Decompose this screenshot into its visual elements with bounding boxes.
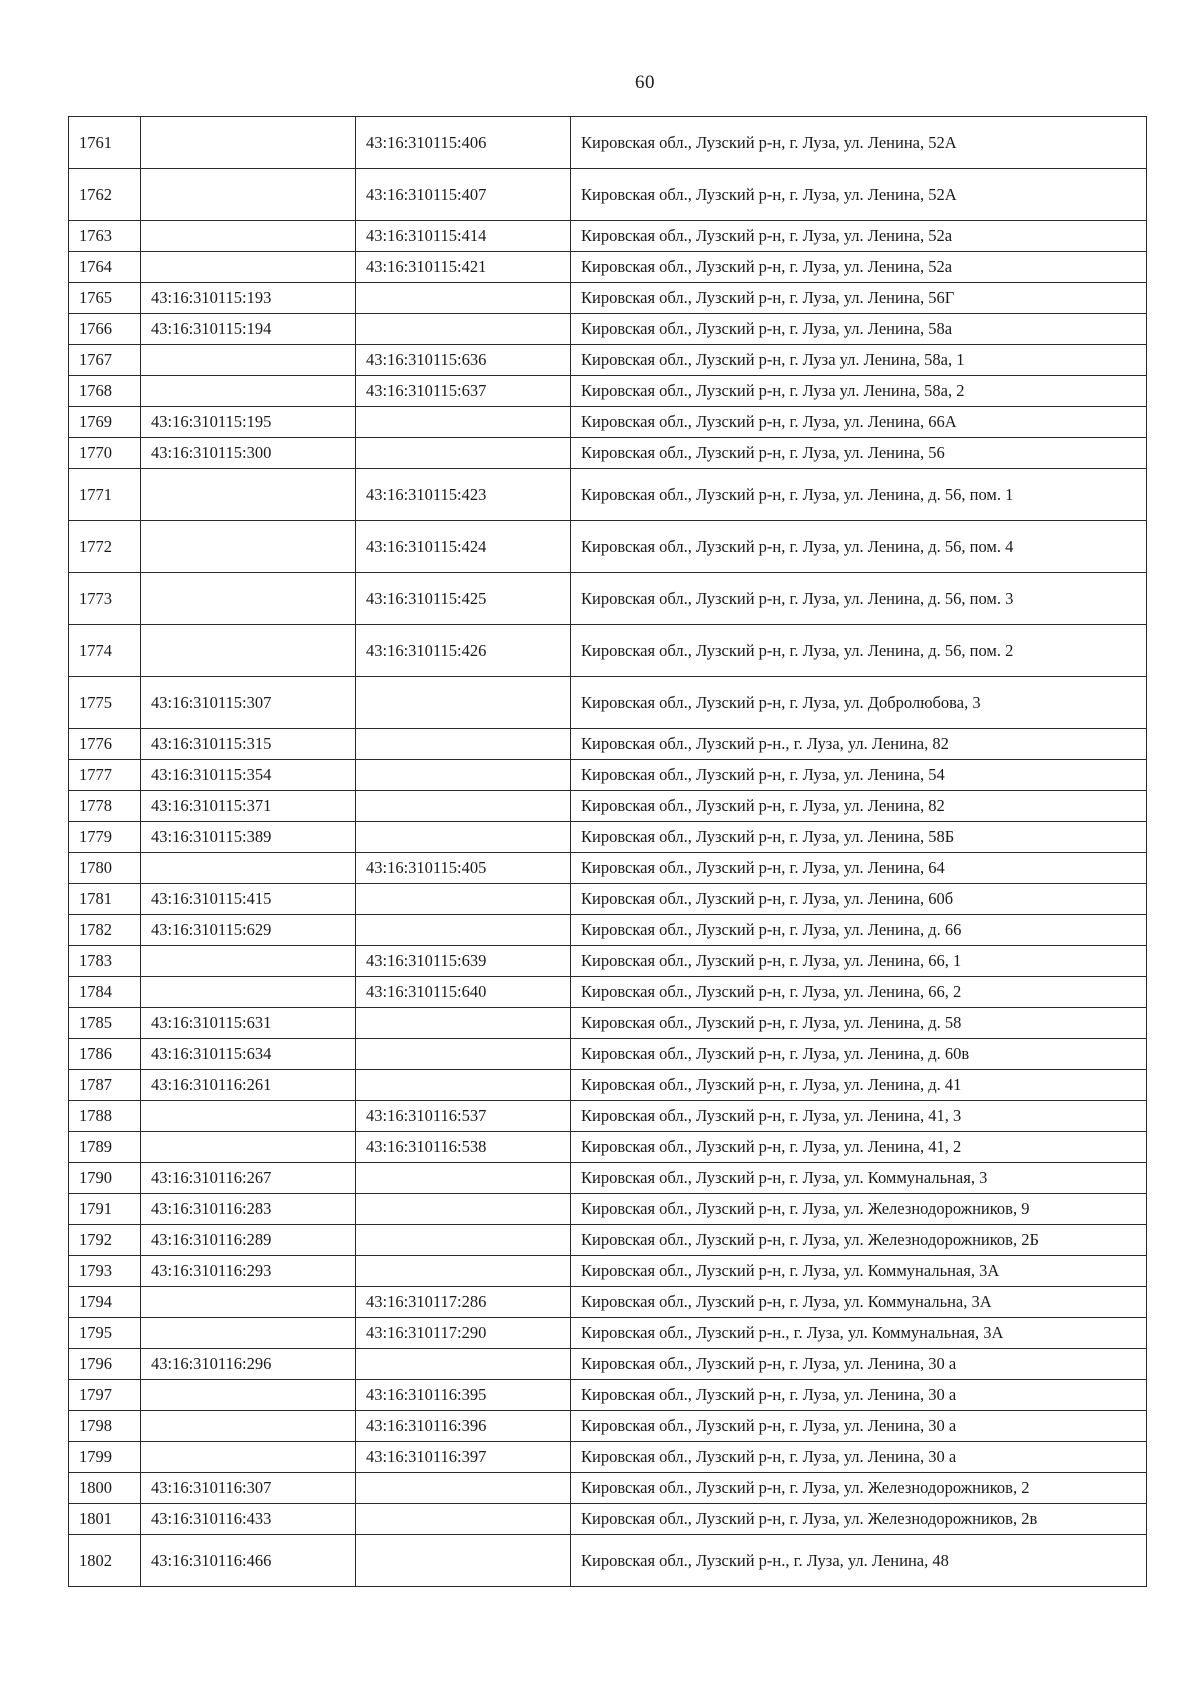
table-row bbox=[69, 407, 1147, 438]
cadastral-number-object-cell bbox=[356, 1039, 571, 1070]
cadastral-number-land-cell bbox=[141, 1442, 356, 1473]
table-row bbox=[69, 438, 1147, 469]
cadastral-number-land-cell: 43:16:310115:629 bbox=[141, 915, 356, 946]
table-row bbox=[69, 573, 1147, 625]
row-number-cell: 1790 bbox=[69, 1163, 141, 1194]
row-number-cell: 1764 bbox=[69, 252, 141, 283]
table-row bbox=[69, 1287, 1147, 1318]
row-number-cell: 1767 bbox=[69, 345, 141, 376]
table-row bbox=[69, 915, 1147, 946]
address-cell: Кировская обл., Лузский р-н, г. Луза, ул. Ленина, 52а bbox=[571, 221, 1147, 252]
cadastral-number-land-cell: 43:16:310116:433 bbox=[141, 1504, 356, 1535]
cadastral-number-land-cell bbox=[141, 1318, 356, 1349]
registry-table-body bbox=[69, 117, 1147, 1587]
address-cell: Кировская обл., Лузский р-н, г. Луза, ул. Ленина, д. 58 bbox=[571, 1008, 1147, 1039]
row-number-cell: 1789 bbox=[69, 1132, 141, 1163]
cadastral-number-land-cell: 43:16:310116:466 bbox=[141, 1535, 356, 1587]
cadastral-number-land-cell: 43:16:310115:307 bbox=[141, 677, 356, 729]
table-row bbox=[69, 1442, 1147, 1473]
cadastral-number-land-cell: 43:16:310115:371 bbox=[141, 791, 356, 822]
table-row bbox=[69, 1039, 1147, 1070]
row-number-cell: 1781 bbox=[69, 884, 141, 915]
cadastral-number-object-cell: 43:16:310115:426 bbox=[356, 625, 571, 677]
cadastral-number-land-cell bbox=[141, 521, 356, 573]
cadastral-number-land-cell bbox=[141, 977, 356, 1008]
cadastral-number-object-cell: 43:16:310116:395 bbox=[356, 1380, 571, 1411]
cadastral-number-object-cell: 43:16:310115:406 bbox=[356, 117, 571, 169]
cadastral-number-land-cell bbox=[141, 1287, 356, 1318]
table-row bbox=[69, 1194, 1147, 1225]
row-number-cell: 1771 bbox=[69, 469, 141, 521]
cadastral-number-object-cell: 43:16:310117:286 bbox=[356, 1287, 571, 1318]
address-cell: Кировская обл., Лузский р-н, г. Луза, ул. Ленина, 60б bbox=[571, 884, 1147, 915]
cadastral-number-object-cell: 43:16:310115:405 bbox=[356, 853, 571, 884]
address-cell: Кировская обл., Лузский р-н, г. Луза, ул. Ленина, 66, 2 bbox=[571, 977, 1147, 1008]
page-number: 60 bbox=[635, 72, 655, 93]
row-number-cell: 1787 bbox=[69, 1070, 141, 1101]
address-cell: Кировская обл., Лузский р-н, г. Луза, ул. Ленина, 30 а bbox=[571, 1442, 1147, 1473]
row-number-cell: 1773 bbox=[69, 573, 141, 625]
cadastral-number-object-cell bbox=[356, 1535, 571, 1587]
row-number-cell: 1785 bbox=[69, 1008, 141, 1039]
cadastral-number-object-cell: 43:16:310117:290 bbox=[356, 1318, 571, 1349]
cadastral-number-object-cell: 43:16:310115:423 bbox=[356, 469, 571, 521]
cadastral-number-object-cell: 43:16:310115:639 bbox=[356, 946, 571, 977]
row-number-cell: 1762 bbox=[69, 169, 141, 221]
cadastral-number-land-cell: 43:16:310116:296 bbox=[141, 1349, 356, 1380]
table-row bbox=[69, 1535, 1147, 1587]
address-cell: Кировская обл., Лузский р-н, г. Луза, ул. Ленина, 54 bbox=[571, 760, 1147, 791]
cadastral-number-object-cell bbox=[356, 791, 571, 822]
address-cell: Кировская обл., Лузский р-н, г. Луза ул. Ленина, 58а, 2 bbox=[571, 376, 1147, 407]
cadastral-number-object-cell: 43:16:310116:538 bbox=[356, 1132, 571, 1163]
table-row bbox=[69, 117, 1147, 169]
table-row bbox=[69, 283, 1147, 314]
table-row bbox=[69, 853, 1147, 884]
cadastral-number-land-cell bbox=[141, 946, 356, 977]
table-row bbox=[69, 884, 1147, 915]
row-number-cell: 1796 bbox=[69, 1349, 141, 1380]
table-row bbox=[69, 1163, 1147, 1194]
cadastral-number-object-cell: 43:16:310116:397 bbox=[356, 1442, 571, 1473]
cadastral-number-land-cell bbox=[141, 169, 356, 221]
cadastral-number-land-cell bbox=[141, 345, 356, 376]
address-cell: Кировская обл., Лузский р-н, г. Луза, ул. Ленина, 66, 1 bbox=[571, 946, 1147, 977]
table-row bbox=[69, 314, 1147, 345]
address-cell: Кировская обл., Лузский р-н, г. Луза, ул. Ленина, 30 а bbox=[571, 1411, 1147, 1442]
cadastral-number-object-cell bbox=[356, 1163, 571, 1194]
row-number-cell: 1799 bbox=[69, 1442, 141, 1473]
cadastral-number-land-cell: 43:16:310115:300 bbox=[141, 438, 356, 469]
cadastral-number-land-cell bbox=[141, 625, 356, 677]
row-number-cell: 1792 bbox=[69, 1225, 141, 1256]
cadastral-number-object-cell bbox=[356, 1070, 571, 1101]
table-row bbox=[69, 1225, 1147, 1256]
table-row bbox=[69, 625, 1147, 677]
row-number-cell: 1795 bbox=[69, 1318, 141, 1349]
cadastral-number-object-cell bbox=[356, 1194, 571, 1225]
row-number-cell: 1791 bbox=[69, 1194, 141, 1225]
row-number-cell: 1765 bbox=[69, 283, 141, 314]
address-cell: Кировская обл., Лузский р-н, г. Луза, ул. Ленина, 66А bbox=[571, 407, 1147, 438]
cadastral-number-object-cell bbox=[356, 729, 571, 760]
cadastral-number-object-cell: 43:16:310115:425 bbox=[356, 573, 571, 625]
cadastral-number-object-cell bbox=[356, 1473, 571, 1504]
table-row bbox=[69, 1070, 1147, 1101]
address-cell: Кировская обл., Лузский р-н., г. Луза, ул. Коммунальная, 3А bbox=[571, 1318, 1147, 1349]
cadastral-number-land-cell: 43:16:310116:283 bbox=[141, 1194, 356, 1225]
cadastral-number-land-cell bbox=[141, 376, 356, 407]
cadastral-number-object-cell bbox=[356, 1349, 571, 1380]
address-cell: Кировская обл., Лузский р-н, г. Луза, ул. Ленина, 52А bbox=[571, 117, 1147, 169]
table-row bbox=[69, 1256, 1147, 1287]
address-cell: Кировская обл., Лузский р-н, г. Луза, ул. Ленина, 82 bbox=[571, 791, 1147, 822]
address-cell: Кировская обл., Лузский р-н, г. Луза, ул. Ленина, 58а bbox=[571, 314, 1147, 345]
address-cell: Кировская обл., Лузский р-н., г. Луза, ул. Ленина, 48 bbox=[571, 1535, 1147, 1587]
cadastral-number-land-cell: 43:16:310116:267 bbox=[141, 1163, 356, 1194]
table-row bbox=[69, 252, 1147, 283]
cadastral-number-object-cell bbox=[356, 915, 571, 946]
row-number-cell: 1786 bbox=[69, 1039, 141, 1070]
cadastral-number-land-cell bbox=[141, 573, 356, 625]
cadastral-number-land-cell: 43:16:310115:194 bbox=[141, 314, 356, 345]
row-number-cell: 1782 bbox=[69, 915, 141, 946]
cadastral-number-land-cell: 43:16:310115:631 bbox=[141, 1008, 356, 1039]
registry-table bbox=[68, 116, 1147, 1587]
address-cell: Кировская обл., Лузский р-н, г. Луза, ул. Ленина, д. 60в bbox=[571, 1039, 1147, 1070]
row-number-cell: 1780 bbox=[69, 853, 141, 884]
cadastral-number-land-cell: 43:16:310116:261 bbox=[141, 1070, 356, 1101]
table-row bbox=[69, 977, 1147, 1008]
address-cell: Кировская обл., Лузский р-н, г. Луза, ул. Железнодорожников, 2в bbox=[571, 1504, 1147, 1535]
table-row bbox=[69, 1318, 1147, 1349]
cadastral-number-object-cell: 43:16:310115:637 bbox=[356, 376, 571, 407]
address-cell: Кировская обл., Лузский р-н, г. Луза, ул. Ленина, 41, 3 bbox=[571, 1101, 1147, 1132]
row-number-cell: 1770 bbox=[69, 438, 141, 469]
cadastral-number-object-cell bbox=[356, 760, 571, 791]
table-row bbox=[69, 822, 1147, 853]
row-number-cell: 1801 bbox=[69, 1504, 141, 1535]
row-number-cell: 1788 bbox=[69, 1101, 141, 1132]
address-cell: Кировская обл., Лузский р-н, г. Луза, ул. Ленина, д. 41 bbox=[571, 1070, 1147, 1101]
row-number-cell: 1769 bbox=[69, 407, 141, 438]
cadastral-number-object-cell bbox=[356, 283, 571, 314]
cadastral-number-object-cell bbox=[356, 822, 571, 853]
address-cell: Кировская обл., Лузский р-н., г. Луза, ул. Ленина, 82 bbox=[571, 729, 1147, 760]
cadastral-number-land-cell: 43:16:310116:293 bbox=[141, 1256, 356, 1287]
address-cell: Кировская обл., Лузский р-н, г. Луза, ул. Ленина, 52а bbox=[571, 252, 1147, 283]
address-cell: Кировская обл., Лузский р-н, г. Луза, ул. Ленина, 58Б bbox=[571, 822, 1147, 853]
table-row bbox=[69, 169, 1147, 221]
row-number-cell: 1775 bbox=[69, 677, 141, 729]
cadastral-number-land-cell: 43:16:310115:634 bbox=[141, 1039, 356, 1070]
row-number-cell: 1783 bbox=[69, 946, 141, 977]
row-number-cell: 1761 bbox=[69, 117, 141, 169]
table-row bbox=[69, 1504, 1147, 1535]
table-row bbox=[69, 1132, 1147, 1163]
cadastral-number-object-cell: 43:16:310115:414 bbox=[356, 221, 571, 252]
cadastral-number-land-cell bbox=[141, 1411, 356, 1442]
address-cell: Кировская обл., Лузский р-н, г. Луза, ул. Ленина, д. 66 bbox=[571, 915, 1147, 946]
cadastral-number-land-cell: 43:16:310115:354 bbox=[141, 760, 356, 791]
cadastral-number-land-cell: 43:16:310115:195 bbox=[141, 407, 356, 438]
row-number-cell: 1777 bbox=[69, 760, 141, 791]
row-number-cell: 1802 bbox=[69, 1535, 141, 1587]
cadastral-number-object-cell bbox=[356, 677, 571, 729]
row-number-cell: 1768 bbox=[69, 376, 141, 407]
table-row bbox=[69, 791, 1147, 822]
row-number-cell: 1772 bbox=[69, 521, 141, 573]
table-row bbox=[69, 1473, 1147, 1504]
cadastral-number-land-cell: 43:16:310115:389 bbox=[141, 822, 356, 853]
row-number-cell: 1779 bbox=[69, 822, 141, 853]
address-cell: Кировская обл., Лузский р-н, г. Луза, ул. Ленина, 64 bbox=[571, 853, 1147, 884]
address-cell: Кировская обл., Лузский р-н, г. Луза, ул. Ленина, д. 56, пом. 4 bbox=[571, 521, 1147, 573]
table-row bbox=[69, 1380, 1147, 1411]
cadastral-number-object-cell: 43:16:310116:396 bbox=[356, 1411, 571, 1442]
address-cell: Кировская обл., Лузский р-н, г. Луза, ул. Ленина, 56Г bbox=[571, 283, 1147, 314]
address-cell: Кировская обл., Лузский р-н, г. Луза, ул. Ленина, 52А bbox=[571, 169, 1147, 221]
cadastral-number-land-cell bbox=[141, 469, 356, 521]
table-row bbox=[69, 376, 1147, 407]
address-cell: Кировская обл., Лузский р-н, г. Луза, ул. Ленина, 41, 2 bbox=[571, 1132, 1147, 1163]
cadastral-number-land-cell: 43:16:310115:193 bbox=[141, 283, 356, 314]
cadastral-number-object-cell bbox=[356, 1256, 571, 1287]
cadastral-number-object-cell bbox=[356, 438, 571, 469]
table-row bbox=[69, 729, 1147, 760]
cadastral-number-land-cell: 43:16:310116:289 bbox=[141, 1225, 356, 1256]
address-cell: Кировская обл., Лузский р-н, г. Луза, ул. Ленина, 30 а bbox=[571, 1380, 1147, 1411]
cadastral-number-land-cell: 43:16:310116:307 bbox=[141, 1473, 356, 1504]
row-number-cell: 1766 bbox=[69, 314, 141, 345]
address-cell: Кировская обл., Лузский р-н, г. Луза, ул. Железнодорожников, 9 bbox=[571, 1194, 1147, 1225]
cadastral-number-object-cell bbox=[356, 1225, 571, 1256]
cadastral-number-object-cell bbox=[356, 884, 571, 915]
row-number-cell: 1774 bbox=[69, 625, 141, 677]
table-row bbox=[69, 221, 1147, 252]
cadastral-number-land-cell bbox=[141, 117, 356, 169]
table-row bbox=[69, 1411, 1147, 1442]
table-row bbox=[69, 1349, 1147, 1380]
table-row bbox=[69, 760, 1147, 791]
table-row bbox=[69, 1101, 1147, 1132]
cadastral-number-land-cell bbox=[141, 252, 356, 283]
cadastral-number-object-cell: 43:16:310116:537 bbox=[356, 1101, 571, 1132]
address-cell: Кировская обл., Лузский р-н, г. Луза ул. Ленина, 58а, 1 bbox=[571, 345, 1147, 376]
cadastral-number-land-cell bbox=[141, 853, 356, 884]
address-cell: Кировская обл., Лузский р-н, г. Луза, ул. Добролюбова, 3 bbox=[571, 677, 1147, 729]
address-cell: Кировская обл., Лузский р-н, г. Луза, ул. Ленина, 56 bbox=[571, 438, 1147, 469]
cadastral-number-land-cell bbox=[141, 221, 356, 252]
cadastral-number-object-cell bbox=[356, 1008, 571, 1039]
cadastral-number-object-cell: 43:16:310115:407 bbox=[356, 169, 571, 221]
row-number-cell: 1763 bbox=[69, 221, 141, 252]
row-number-cell: 1784 bbox=[69, 977, 141, 1008]
cadastral-number-object-cell: 43:16:310115:421 bbox=[356, 252, 571, 283]
cadastral-number-object-cell: 43:16:310115:640 bbox=[356, 977, 571, 1008]
address-cell: Кировская обл., Лузский р-н, г. Луза, ул. Ленина, д. 56, пом. 3 bbox=[571, 573, 1147, 625]
row-number-cell: 1776 bbox=[69, 729, 141, 760]
cadastral-number-object-cell: 43:16:310115:424 bbox=[356, 521, 571, 573]
table-row bbox=[69, 1008, 1147, 1039]
address-cell: Кировская обл., Лузский р-н, г. Луза, ул. Коммунальная, 3А bbox=[571, 1256, 1147, 1287]
cadastral-number-land-cell bbox=[141, 1101, 356, 1132]
cadastral-number-land-cell bbox=[141, 1380, 356, 1411]
address-cell: Кировская обл., Лузский р-н, г. Луза, ул. Коммунальная, 3 bbox=[571, 1163, 1147, 1194]
row-number-cell: 1797 bbox=[69, 1380, 141, 1411]
cadastral-number-object-cell: 43:16:310115:636 bbox=[356, 345, 571, 376]
address-cell: Кировская обл., Лузский р-н, г. Луза, ул. Железнодорожников, 2 bbox=[571, 1473, 1147, 1504]
address-cell: Кировская обл., Лузский р-н, г. Луза, ул. Коммунальна, 3А bbox=[571, 1287, 1147, 1318]
cadastral-number-land-cell bbox=[141, 1132, 356, 1163]
table-row bbox=[69, 521, 1147, 573]
row-number-cell: 1793 bbox=[69, 1256, 141, 1287]
address-cell: Кировская обл., Лузский р-н, г. Луза, ул. Железнодорожников, 2Б bbox=[571, 1225, 1147, 1256]
cadastral-number-object-cell bbox=[356, 407, 571, 438]
cadastral-number-object-cell bbox=[356, 1504, 571, 1535]
cadastral-number-land-cell: 43:16:310115:315 bbox=[141, 729, 356, 760]
cadastral-number-object-cell bbox=[356, 314, 571, 345]
address-cell: Кировская обл., Лузский р-н, г. Луза, ул. Ленина, д. 56, пом. 1 bbox=[571, 469, 1147, 521]
address-cell: Кировская обл., Лузский р-н, г. Луза, ул. Ленина, 30 а bbox=[571, 1349, 1147, 1380]
row-number-cell: 1778 bbox=[69, 791, 141, 822]
row-number-cell: 1798 bbox=[69, 1411, 141, 1442]
address-cell: Кировская обл., Лузский р-н, г. Луза, ул. Ленина, д. 56, пом. 2 bbox=[571, 625, 1147, 677]
row-number-cell: 1800 bbox=[69, 1473, 141, 1504]
row-number-cell: 1794 bbox=[69, 1287, 141, 1318]
cadastral-number-land-cell: 43:16:310115:415 bbox=[141, 884, 356, 915]
table-row bbox=[69, 469, 1147, 521]
table-row bbox=[69, 345, 1147, 376]
table-row bbox=[69, 946, 1147, 977]
table-row bbox=[69, 677, 1147, 729]
